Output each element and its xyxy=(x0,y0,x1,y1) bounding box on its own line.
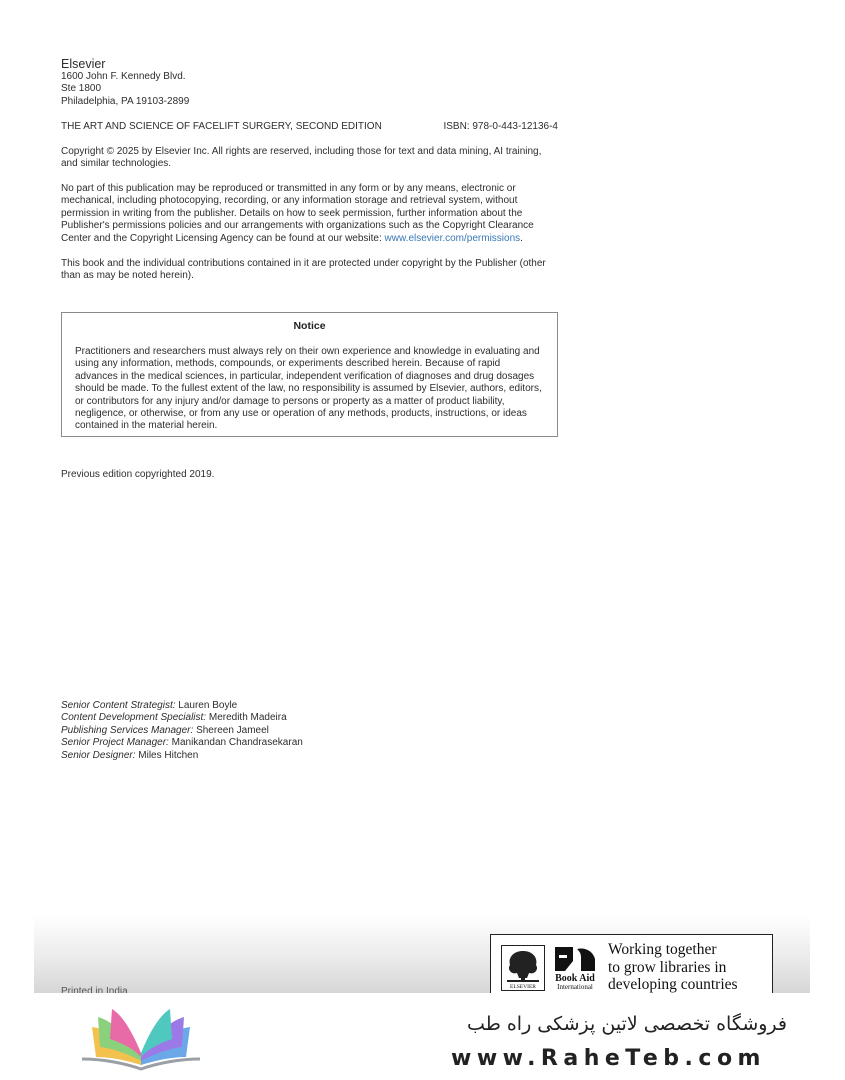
notice-box xyxy=(61,312,558,437)
credit-line xyxy=(61,725,303,737)
book-aid-slogan xyxy=(608,941,738,993)
notice-title: Notice xyxy=(293,320,326,332)
credit-line xyxy=(61,700,303,712)
credit-line xyxy=(61,737,303,749)
printed-in: Printed in India xyxy=(61,986,128,993)
slogan-line: to grow libraries in xyxy=(608,958,727,976)
address-line: 1600 John F. Kennedy Blvd. xyxy=(61,71,186,82)
credit-line xyxy=(61,750,303,762)
store-name: فروشگاه تخصصی لاتین پزشکی راه طب xyxy=(467,1013,787,1035)
address-line: Ste 1800 xyxy=(61,83,102,95)
credit-role: Senior Project Manager: xyxy=(61,737,169,749)
store-banner xyxy=(0,993,845,1080)
store-url[interactable]: www.RaheTeb.com xyxy=(451,1046,766,1071)
credit-role: Publishing Services Manager: xyxy=(61,724,194,736)
book-aid-logo xyxy=(551,943,599,991)
credits-list xyxy=(61,700,303,762)
title-isbn-row xyxy=(61,121,558,133)
slogan-line: Working together xyxy=(608,941,717,958)
book-aid-sublabel: International xyxy=(557,983,593,991)
address-line: Philadelphia, PA 19103-2899 xyxy=(61,95,190,107)
permissions-link[interactable]: www.elsevier.com/permissions xyxy=(384,232,521,244)
book-title: THE ART AND SCIENCE OF FACELIFT SURGERY, SECOND EDITION xyxy=(61,121,382,132)
permissions-paragraph xyxy=(61,183,558,245)
protection-statement: This book and the individual contributions contained in it are protected under copyright by the Publisher (other than as may be noted herein). xyxy=(61,258,546,282)
notice-body: Practitioners and researchers must always rely on their own experience and knowledge in evaluating and using any information, methods, compounds, or experiments described herein. Because of rapid advances in the medical sciences, in particular, independent verification of diagnoses and drug dosages should be made. To the fullest extent of the law, no responsibility is assumed by Elsevier, authors, editors, or contributors for any injury and/or damage to persons or property as a matter of product liability, negligence, or otherwise, or from any use or operation of any methods, products, instructions, or ideas contained in the material herein. xyxy=(75,346,542,432)
credit-role: Content Development Specialist: xyxy=(61,712,207,724)
credit-name: Meredith Madeira xyxy=(208,712,287,724)
open-book-icon xyxy=(78,1001,204,1071)
publisher-name: Elsevier xyxy=(61,57,106,71)
credit-line xyxy=(61,712,303,724)
book-aid-label: Book Aid xyxy=(555,973,595,984)
previous-edition: Previous edition copyrighted 2019. xyxy=(61,469,215,480)
isbn: ISBN: 978-0-443-12136-4 xyxy=(443,121,558,132)
copyright-statement: Copyright © 2025 by Elsevier Inc. All rights are reserved, including those for text and data mining, AI training, and similar technologies. xyxy=(61,146,542,170)
slogan-line: developing countries xyxy=(608,976,738,993)
book-aid-box xyxy=(490,934,773,993)
credit-name: Shereen Jameel xyxy=(196,724,269,736)
credit-name: Lauren Boyle xyxy=(178,700,238,711)
credit-name: Manikandan Chandrasekaran xyxy=(171,737,303,749)
permissions-text: No part of this publication may be reproduced or transmitted in any form or by any means, electronic or mechanical, including photocopying, recording, or any information storage and retrieval system, without permission in writing from the publisher. Details on how to seek permission, further information about the Publisher's permissions policies and our arrangements with organizations such as the Copyright Clearance Center and the Copyright Licensing Agency can be found at our website: xyxy=(61,183,534,244)
credit-name: Miles Hitchen xyxy=(138,749,199,761)
credit-role: Senior Designer: xyxy=(61,749,136,761)
elsevier-logo-label: ELSEVIER xyxy=(510,984,536,990)
publisher-address xyxy=(61,71,189,108)
credit-role: Senior Content Strategist: xyxy=(61,700,176,711)
permissions-end: . xyxy=(520,232,523,244)
elsevier-tree-logo xyxy=(501,945,545,991)
